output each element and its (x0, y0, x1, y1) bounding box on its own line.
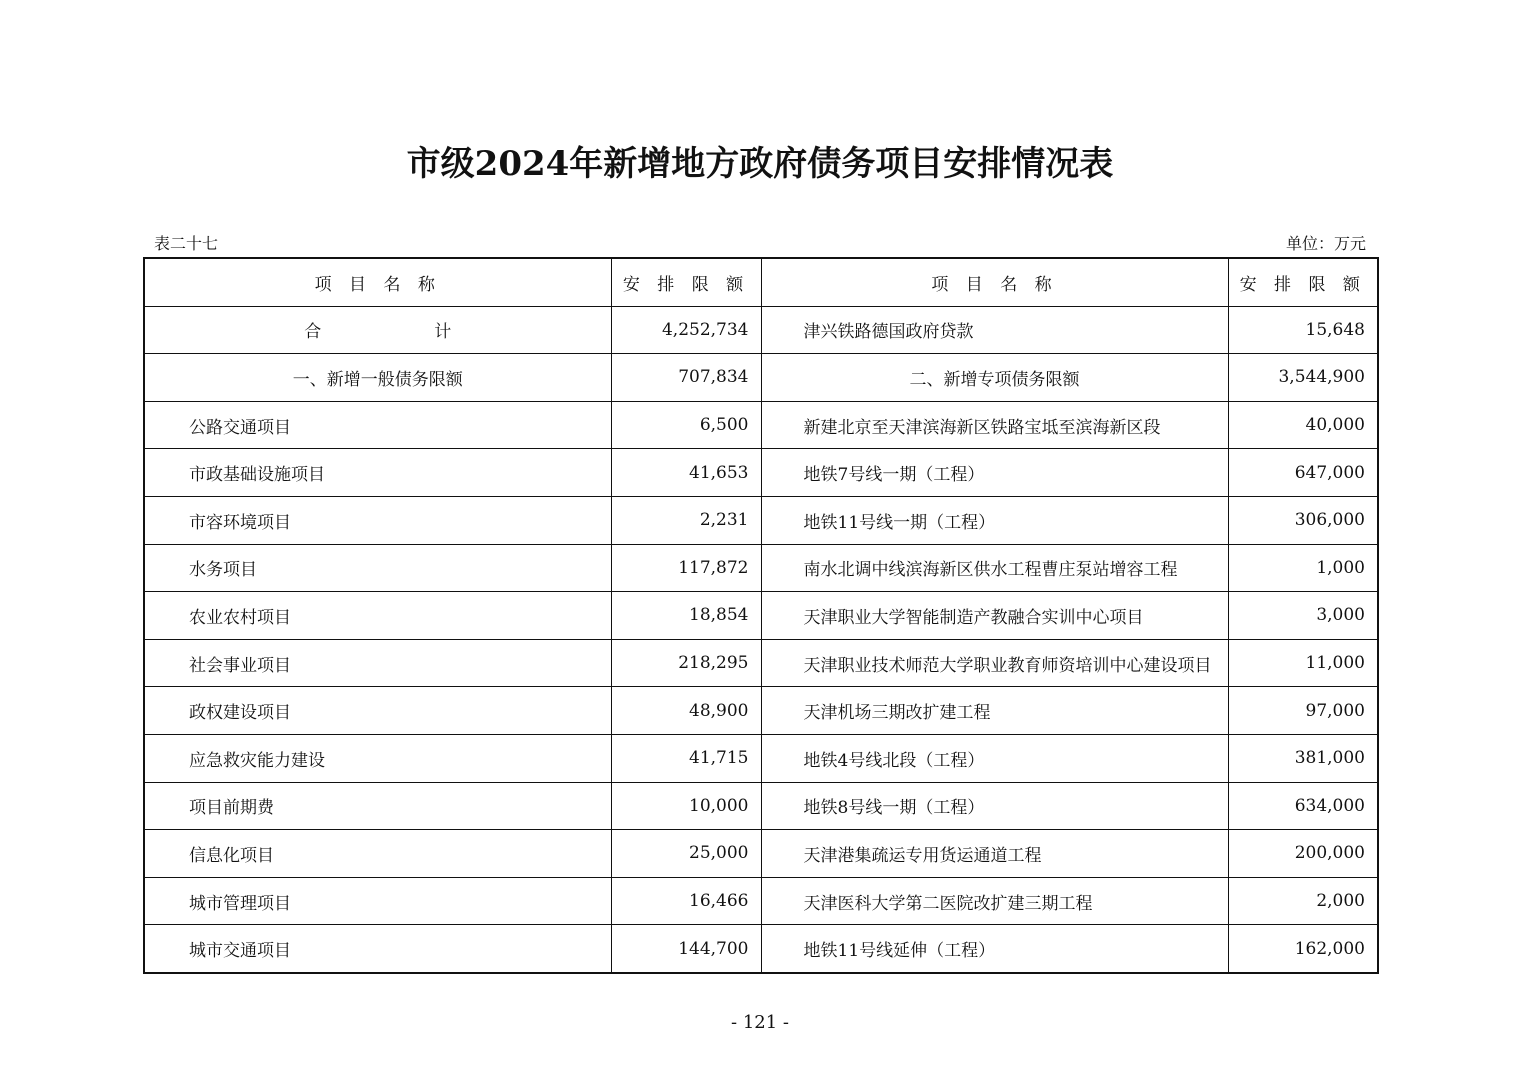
left-amount-cell: 41,715 (611, 734, 761, 782)
left-name-cell: 项目前期费 (144, 782, 611, 830)
unit-label: 单位：万元 (1285, 234, 1366, 253)
table-row (144, 830, 1378, 878)
right-amount-cell: 1,000 (1228, 544, 1378, 592)
left-amount-cell: 48,900 (611, 687, 761, 735)
right-name-cell: 天津机场三期改扩建工程 (761, 687, 1228, 735)
left-amount-cell: 18,854 (611, 592, 761, 640)
left-amount-cell: 144,700 (611, 925, 761, 973)
right-amount-cell: 11,000 (1228, 639, 1378, 687)
header-name-right: 项 目 名 称 (761, 258, 1228, 306)
table-number: 表二十七 (154, 234, 219, 253)
table-row (144, 401, 1378, 449)
header-amount-left: 安 排 限 额 (611, 258, 761, 306)
left-name-cell: 应急救灾能力建设 (144, 734, 611, 782)
right-name-cell: 津兴铁路德国政府贷款 (761, 306, 1228, 354)
table-row (144, 496, 1378, 544)
table-body (144, 306, 1378, 973)
left-amount-cell: 117,872 (611, 544, 761, 592)
left-name-cell: 水务项目 (144, 544, 611, 592)
table-row (144, 687, 1378, 735)
right-name-cell: 天津职业大学智能制造产教融合实训中心项目 (761, 592, 1228, 640)
left-name-cell: 政权建设项目 (144, 687, 611, 735)
right-name-cell: 地铁7号线一期（工程） (761, 449, 1228, 497)
left-name-cell: 社会事业项目 (144, 639, 611, 687)
right-amount-cell: 634,000 (1228, 782, 1378, 830)
right-amount-cell: 647,000 (1228, 449, 1378, 497)
table-row (144, 925, 1378, 973)
left-amount-cell: 6,500 (611, 401, 761, 449)
header-amount-right: 安 排 限 额 (1228, 258, 1378, 306)
left-amount-cell: 218,295 (611, 639, 761, 687)
table-row (144, 734, 1378, 782)
right-amount-cell: 381,000 (1228, 734, 1378, 782)
page-number: - 121 - (731, 1012, 789, 1033)
right-name-cell: 地铁8号线一期（工程） (761, 782, 1228, 830)
right-name-cell: 南水北调中线滨海新区供水工程曹庄泵站增容工程 (761, 544, 1228, 592)
right-amount-cell: 306,000 (1228, 496, 1378, 544)
right-amount-cell: 3,000 (1228, 592, 1378, 640)
right-name-cell: 地铁4号线北段（工程） (761, 734, 1228, 782)
right-amount-cell: 97,000 (1228, 687, 1378, 735)
right-amount-cell: 3,544,900 (1228, 354, 1378, 402)
page-title: 市级2024年新增地方政府债务项目安排情况表 (406, 144, 1114, 184)
right-name-cell: 天津港集疏运专用货运通道工程 (761, 830, 1228, 878)
table-row (144, 877, 1378, 925)
right-name-cell: 地铁11号线一期（工程） (761, 496, 1228, 544)
right-amount-cell: 162,000 (1228, 925, 1378, 973)
right-name-cell: 二、新增专项债务限额 (761, 354, 1228, 402)
right-amount-cell: 2,000 (1228, 877, 1378, 925)
left-name-cell: 城市管理项目 (144, 877, 611, 925)
left-name-cell: 一、新增一般债务限额 (144, 354, 611, 402)
left-name-cell: 信息化项目 (144, 830, 611, 878)
right-name-cell: 天津职业技术师范大学职业教育师资培训中心建设项目 (761, 639, 1228, 687)
left-amount-cell: 16,466 (611, 877, 761, 925)
right-name-cell: 地铁11号线延伸（工程） (761, 925, 1228, 973)
debt-table (143, 257, 1379, 974)
right-amount-cell: 40,000 (1228, 401, 1378, 449)
table-row (144, 449, 1378, 497)
left-name-cell: 农业农村项目 (144, 592, 611, 640)
left-amount-cell: 10,000 (611, 782, 761, 830)
header-row (144, 258, 1378, 306)
left-amount-cell: 25,000 (611, 830, 761, 878)
header-name-left: 项 目 名 称 (144, 258, 611, 306)
left-name-cell: 公路交通项目 (144, 401, 611, 449)
table-row (144, 639, 1378, 687)
left-name-cell: 市容环境项目 (144, 496, 611, 544)
left-amount-cell: 2,231 (611, 496, 761, 544)
left-name-cell: 合 计 (144, 306, 611, 354)
left-name-cell: 市政基础设施项目 (144, 449, 611, 497)
table-row (144, 592, 1378, 640)
left-name-cell: 城市交通项目 (144, 925, 611, 973)
right-amount-cell: 200,000 (1228, 830, 1378, 878)
table-row (144, 544, 1378, 592)
table-row (144, 306, 1378, 354)
left-amount-cell: 41,653 (611, 449, 761, 497)
table-row (144, 782, 1378, 830)
right-name-cell: 天津医科大学第二医院改扩建三期工程 (761, 877, 1228, 925)
left-amount-cell: 707,834 (611, 354, 761, 402)
right-amount-cell: 15,648 (1228, 306, 1378, 354)
right-name-cell: 新建北京至天津滨海新区铁路宝坻至滨海新区段 (761, 401, 1228, 449)
table-row (144, 354, 1378, 402)
left-amount-cell: 4,252,734 (611, 306, 761, 354)
